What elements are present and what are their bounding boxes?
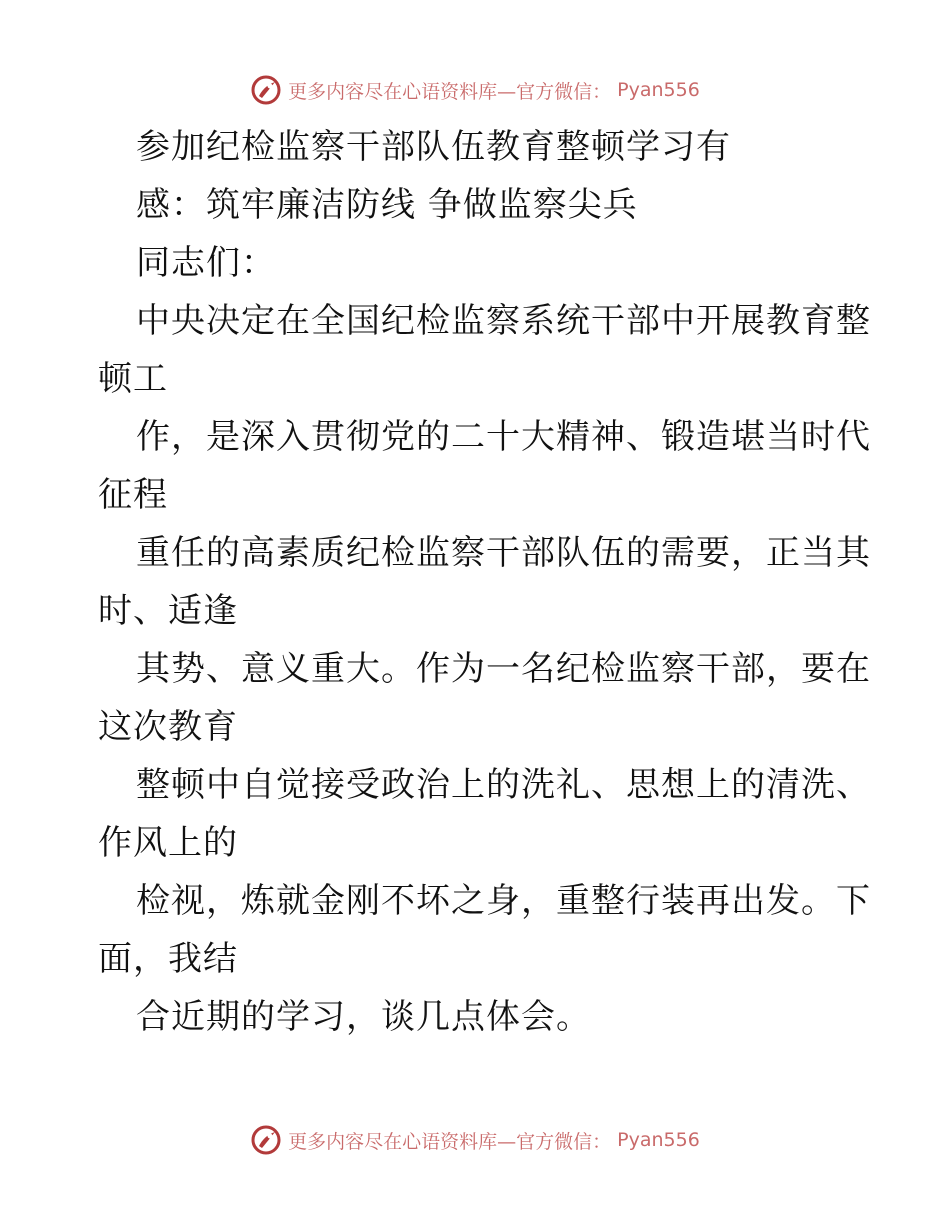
watermark-text: 更多内容尽在心语资料库—官方微信：: [288, 1130, 612, 1153]
red-brush-seal-icon: [250, 1124, 282, 1156]
document-body: [98, 118, 871, 1046]
document-line: 征程: [98, 475, 168, 515]
footer-watermark: [0, 1120, 950, 1160]
document-line: 中央决定在全国纪检监察系统干部中开展教育整: [136, 301, 871, 341]
document-line: 作风上的: [98, 823, 238, 863]
red-brush-seal-icon: [250, 74, 282, 106]
document-line: 重任的高素质纪检监察干部队伍的需要，正当其: [136, 533, 871, 573]
document-line: 检视，炼就金刚不坏之身，重整行装再出发。下: [136, 881, 871, 921]
document-line: 参加纪检监察干部队伍教育整顿学习有: [136, 127, 731, 167]
document-line: 时、适逢: [98, 591, 238, 631]
header-watermark: [0, 70, 950, 110]
document-line: 整顿中自觉接受政治上的洗礼、思想上的清洗、: [136, 765, 871, 805]
document-line: 感：筑牢廉洁防线 争做监察尖兵: [136, 185, 638, 225]
watermark-text: 更多内容尽在心语资料库—官方微信：: [288, 80, 612, 103]
watermark-wechat-id: Pyan556: [617, 1129, 700, 1151]
document-line: 顿工: [98, 359, 168, 399]
document-line: 合近期的学习，谈几点体会。: [136, 997, 591, 1037]
document-line: 面，我结: [98, 939, 238, 979]
document-line: 这次教育: [98, 707, 238, 747]
document-line: 作，是深入贯彻党的二十大精神、锻造堪当时代: [136, 417, 871, 457]
document-line: 其势、意义重大。作为一名纪检监察干部，要在: [136, 649, 871, 689]
document-line: 同志们：: [136, 243, 276, 283]
watermark-wechat-id: Pyan556: [617, 79, 700, 101]
